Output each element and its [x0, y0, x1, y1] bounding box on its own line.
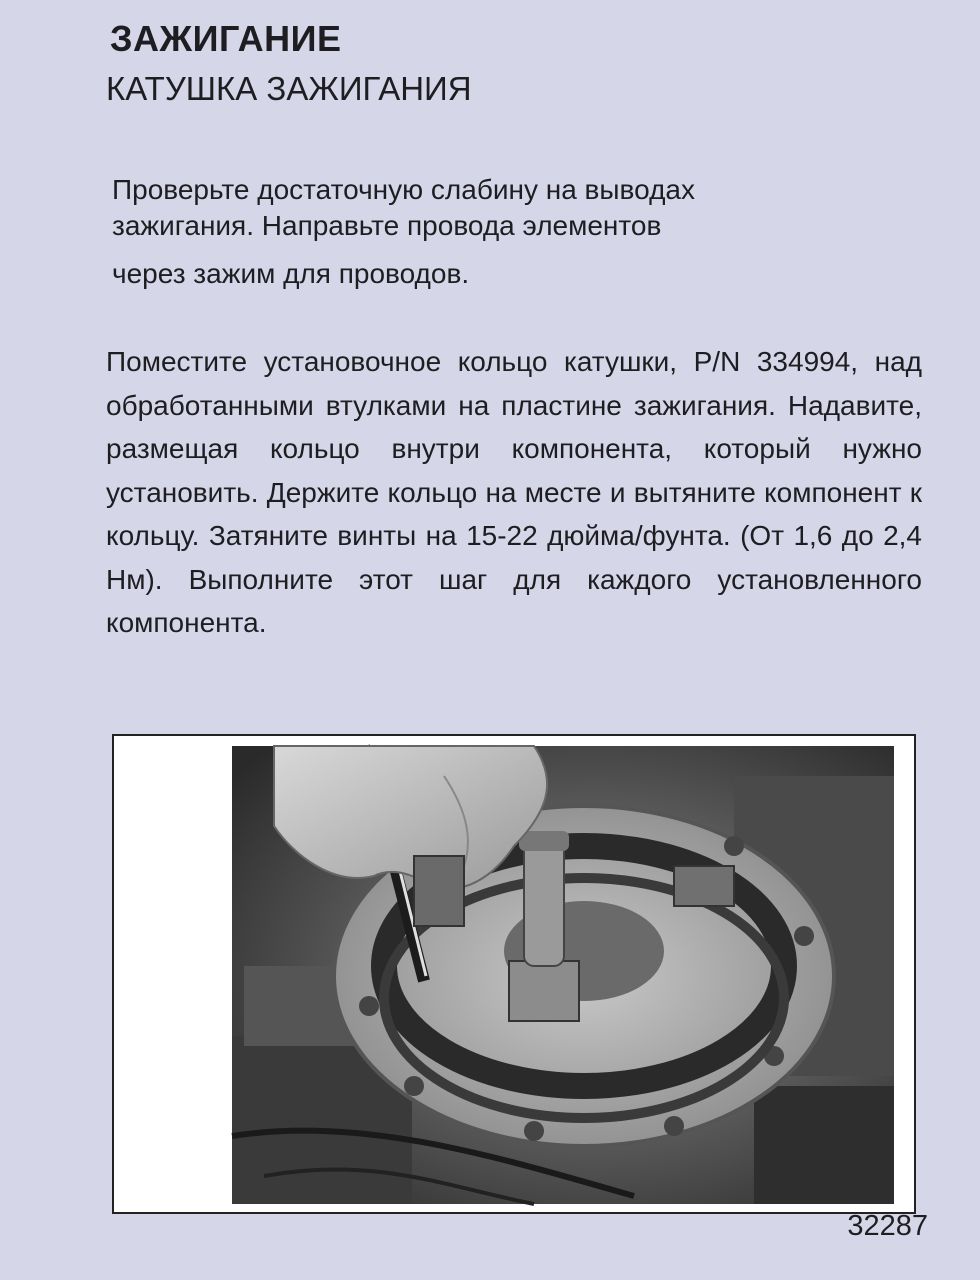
installation-paragraph: Поместите установочное кольцо катушки, P/N 334994, над обработанными втулками на пластине зажигания. Надавите, размещая кольцо внутри компонента, который нужно установить. Держите кольцо на месте и вытяните компонент к кольцу. Затяните винты на 15-22 дюйма/фунта. (От 1,6 до 2,4 Нм). Выполните этот шаг для каждого установленного компонента.: [106, 346, 922, 638]
note-line-2: зажигания. Направьте провода элементов: [112, 210, 662, 241]
section-title: ЗАЖИГАНИЕ: [110, 18, 342, 59]
section-subtitle: КАТУШКА ЗАЖИГАНИЯ: [106, 70, 472, 107]
ignition-coil-photo: [112, 734, 916, 1214]
note-line-3: через зажим для проводов.: [112, 258, 470, 289]
wiring-note: [112, 172, 832, 244]
figure-number: 32287: [847, 1210, 928, 1242]
note-line-1: Проверьте достаточную слабину на выводах: [112, 174, 695, 205]
engine-photo-illustration: [114, 736, 914, 1212]
